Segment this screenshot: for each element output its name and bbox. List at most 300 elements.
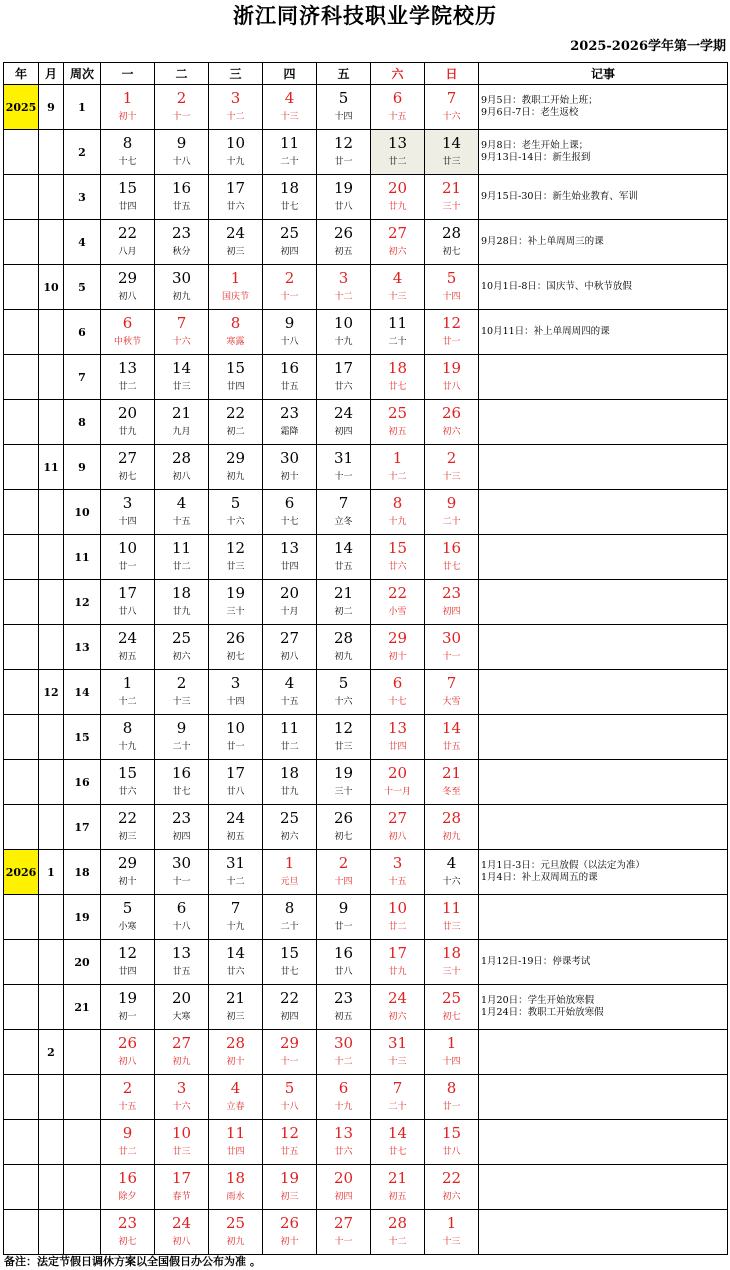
day-number: 12 xyxy=(333,134,354,152)
day-cell-tue xyxy=(155,355,209,400)
day-cell-sun xyxy=(425,535,479,580)
day-number: 12 xyxy=(279,1124,300,1142)
day-cell-mon xyxy=(101,670,155,715)
day-number: 8 xyxy=(122,719,133,737)
header-thu: 四 xyxy=(263,63,317,85)
day-number: 9 xyxy=(338,899,349,917)
lunar-date: 十二 xyxy=(388,472,407,482)
day-number: 20 xyxy=(117,404,138,422)
lunar-date: 廿七 xyxy=(388,382,407,392)
lunar-date: 十一 xyxy=(172,112,191,122)
lunar-date: 廿二 xyxy=(172,562,191,572)
notes-cell xyxy=(479,670,728,715)
lunar-date: 十三 xyxy=(172,697,191,707)
lunar-date: 初九 xyxy=(334,652,353,662)
lunar-date: 十九 xyxy=(334,337,353,347)
year-cell xyxy=(4,715,39,760)
lunar-date: 十一 xyxy=(172,877,191,887)
day-number: 18 xyxy=(171,584,192,602)
calendar-body xyxy=(4,85,728,1255)
day-cell-tue xyxy=(155,985,209,1030)
lunar-date: 初三 xyxy=(226,1012,245,1022)
lunar-date: 廿二 xyxy=(388,157,407,167)
day-number: 23 xyxy=(441,584,462,602)
week-number-cell: 3 xyxy=(64,175,101,220)
lunar-date: 十一 xyxy=(280,292,299,302)
month-cell xyxy=(39,535,64,580)
day-number: 20 xyxy=(387,764,408,782)
day-number: 28 xyxy=(441,224,462,242)
day-number: 14 xyxy=(387,1124,408,1142)
day-number: 4 xyxy=(284,89,295,107)
week-number-cell: 16 xyxy=(64,760,101,805)
day-cell-sat xyxy=(371,175,425,220)
day-cell-tue xyxy=(155,670,209,715)
day-cell-sat xyxy=(371,130,425,175)
day-number: 6 xyxy=(122,314,133,332)
lunar-date: 初六 xyxy=(442,427,461,437)
notes-cell xyxy=(479,355,728,400)
day-cell-thu xyxy=(263,535,317,580)
lunar-date: 十一月 xyxy=(383,787,411,797)
month-cell: 2 xyxy=(39,1030,64,1075)
day-cell-sun xyxy=(425,85,479,130)
day-cell-mon xyxy=(101,1165,155,1210)
lunar-date: 廿四 xyxy=(118,202,137,212)
day-cell-mon xyxy=(101,940,155,985)
year-cell: 2025 xyxy=(4,85,39,130)
day-cell-sat xyxy=(371,1210,425,1255)
year-cell xyxy=(4,625,39,670)
lunar-date: 冬至 xyxy=(442,787,461,797)
lunar-date: 十三 xyxy=(280,112,299,122)
lunar-date: 初五 xyxy=(388,1192,407,1202)
day-cell-sat xyxy=(371,490,425,535)
day-cell-fri xyxy=(317,670,371,715)
notes-cell xyxy=(479,490,728,535)
lunar-date: 十五 xyxy=(118,1102,137,1112)
day-cell-tue xyxy=(155,895,209,940)
day-cell-sun xyxy=(425,760,479,805)
header-sat: 六 xyxy=(371,63,425,85)
day-number: 22 xyxy=(387,584,408,602)
day-cell-mon xyxy=(101,535,155,580)
day-number: 10 xyxy=(171,1124,192,1142)
day-cell-wed xyxy=(209,265,263,310)
day-number: 15 xyxy=(117,179,138,197)
day-number: 4 xyxy=(230,1079,241,1097)
lunar-date: 十四 xyxy=(226,697,245,707)
week-number-cell xyxy=(64,1075,101,1120)
lunar-date: 十二 xyxy=(226,877,245,887)
year-cell xyxy=(4,130,39,175)
day-cell-fri xyxy=(317,1165,371,1210)
lunar-date: 十四 xyxy=(334,877,353,887)
day-number: 19 xyxy=(333,179,354,197)
day-number: 12 xyxy=(225,539,246,557)
lunar-date: 廿七 xyxy=(280,202,299,212)
lunar-date: 十一 xyxy=(442,652,461,662)
day-cell-thu xyxy=(263,445,317,490)
day-cell-sun xyxy=(425,1210,479,1255)
day-cell-tue xyxy=(155,85,209,130)
week-row xyxy=(4,355,728,400)
day-number: 20 xyxy=(279,584,300,602)
day-number: 6 xyxy=(338,1079,349,1097)
day-number: 20 xyxy=(387,179,408,197)
lunar-date: 廿七 xyxy=(442,562,461,572)
lunar-date: 廿一 xyxy=(118,562,137,572)
lunar-date: 十四 xyxy=(442,292,461,302)
day-number: 24 xyxy=(171,1214,192,1232)
lunar-date: 二十 xyxy=(388,337,407,347)
day-cell-fri xyxy=(317,535,371,580)
week-row xyxy=(4,85,728,130)
day-cell-mon xyxy=(101,130,155,175)
lunar-date: 初七 xyxy=(226,652,245,662)
day-number: 17 xyxy=(333,359,354,377)
day-cell-sat xyxy=(371,1030,425,1075)
lunar-date: 十六 xyxy=(172,1102,191,1112)
week-number-cell: 9 xyxy=(64,445,101,490)
lunar-date: 廿五 xyxy=(280,382,299,392)
month-cell: 10 xyxy=(39,265,64,310)
lunar-date: 寒露 xyxy=(226,337,245,347)
day-cell-thu xyxy=(263,985,317,1030)
day-number: 24 xyxy=(225,224,246,242)
day-number: 15 xyxy=(441,1124,462,1142)
day-cell-tue xyxy=(155,490,209,535)
lunar-date: 廿七 xyxy=(280,967,299,977)
day-number: 29 xyxy=(117,854,138,872)
day-number: 5 xyxy=(230,494,241,512)
day-number: 26 xyxy=(225,629,246,647)
day-number: 1 xyxy=(446,1214,457,1232)
day-number: 7 xyxy=(338,494,349,512)
day-number: 17 xyxy=(225,179,246,197)
day-number: 28 xyxy=(333,629,354,647)
lunar-date: 廿七 xyxy=(388,1147,407,1157)
lunar-date: 廿三 xyxy=(442,922,461,932)
day-number: 22 xyxy=(279,989,300,1007)
lunar-date: 廿六 xyxy=(334,382,353,392)
lunar-date: 初一 xyxy=(118,1012,137,1022)
week-number-cell: 15 xyxy=(64,715,101,760)
lunar-date: 初九 xyxy=(226,472,245,482)
week-row xyxy=(4,895,728,940)
lunar-date: 廿一 xyxy=(334,922,353,932)
day-cell-fri xyxy=(317,220,371,265)
lunar-date: 初八 xyxy=(280,652,299,662)
day-number: 2 xyxy=(176,89,187,107)
day-number: 3 xyxy=(176,1079,187,1097)
lunar-date: 初九 xyxy=(172,292,191,302)
lunar-date: 十六 xyxy=(226,517,245,527)
day-number: 5 xyxy=(446,269,457,287)
notes-cell xyxy=(479,175,728,220)
day-cell-fri xyxy=(317,1210,371,1255)
day-number: 14 xyxy=(171,359,192,377)
note-line: 9月28日：补上单周周三的课 xyxy=(481,236,604,247)
week-number-cell: 17 xyxy=(64,805,101,850)
day-cell-tue xyxy=(155,580,209,625)
day-number: 17 xyxy=(171,1169,192,1187)
day-cell-fri xyxy=(317,265,371,310)
header-mon: 一 xyxy=(101,63,155,85)
day-cell-thu xyxy=(263,715,317,760)
day-number: 10 xyxy=(387,899,408,917)
day-cell-mon xyxy=(101,355,155,400)
lunar-date: 廿一 xyxy=(226,742,245,752)
day-number: 2 xyxy=(284,269,295,287)
day-number: 4 xyxy=(284,674,295,692)
day-number: 29 xyxy=(225,449,246,467)
lunar-date: 霜降 xyxy=(280,427,299,437)
day-number: 24 xyxy=(333,404,354,422)
lunar-date: 廿二 xyxy=(388,922,407,932)
year-cell xyxy=(4,1165,39,1210)
month-cell xyxy=(39,805,64,850)
day-number: 17 xyxy=(225,764,246,782)
day-number: 14 xyxy=(225,944,246,962)
notes-cell xyxy=(479,895,728,940)
day-cell-tue xyxy=(155,805,209,850)
day-number: 19 xyxy=(279,1169,300,1187)
day-cell-wed xyxy=(209,355,263,400)
lunar-date: 立冬 xyxy=(334,517,353,527)
lunar-date: 除夕 xyxy=(118,1192,137,1202)
week-row xyxy=(4,985,728,1030)
header-row xyxy=(4,63,728,85)
month-cell: 9 xyxy=(39,85,64,130)
day-number: 23 xyxy=(117,1214,138,1232)
day-number: 1 xyxy=(230,269,241,287)
week-row xyxy=(4,625,728,670)
lunar-date: 廿五 xyxy=(334,562,353,572)
academic-calendar-table xyxy=(3,62,728,1255)
day-number: 16 xyxy=(117,1169,138,1187)
notes-cell xyxy=(479,220,728,265)
day-number: 27 xyxy=(117,449,138,467)
lunar-date: 廿八 xyxy=(442,1147,461,1157)
day-cell-wed xyxy=(209,670,263,715)
year-cell xyxy=(4,1210,39,1255)
notes-cell xyxy=(479,85,728,130)
day-cell-mon xyxy=(101,625,155,670)
lunar-date: 十五 xyxy=(172,517,191,527)
day-cell-sat xyxy=(371,220,425,265)
lunar-date: 初三 xyxy=(280,1192,299,1202)
week-number-cell: 14 xyxy=(64,670,101,715)
notes-cell xyxy=(479,715,728,760)
month-cell xyxy=(39,1075,64,1120)
day-cell-thu xyxy=(263,85,317,130)
lunar-date: 十三 xyxy=(442,472,461,482)
day-number: 13 xyxy=(387,719,408,737)
note-line: 1月20日：学生开始放寒假 xyxy=(481,995,595,1006)
day-number: 29 xyxy=(279,1034,300,1052)
day-cell-sun xyxy=(425,400,479,445)
day-number: 10 xyxy=(225,134,246,152)
notes-cell xyxy=(479,625,728,670)
day-cell-sat xyxy=(371,355,425,400)
lunar-date: 廿八 xyxy=(118,607,137,617)
day-cell-tue xyxy=(155,175,209,220)
day-number: 19 xyxy=(117,989,138,1007)
day-number: 13 xyxy=(279,539,300,557)
lunar-date: 初五 xyxy=(118,652,137,662)
day-cell-thu xyxy=(263,1210,317,1255)
lunar-date: 初七 xyxy=(118,472,137,482)
day-number: 8 xyxy=(284,899,295,917)
day-number: 13 xyxy=(171,944,192,962)
day-cell-sat xyxy=(371,850,425,895)
day-number: 13 xyxy=(387,134,408,152)
day-cell-tue xyxy=(155,1075,209,1120)
day-cell-fri xyxy=(317,1120,371,1165)
day-number: 18 xyxy=(441,944,462,962)
day-cell-fri xyxy=(317,895,371,940)
lunar-date: 廿三 xyxy=(442,157,461,167)
notes-cell xyxy=(479,1075,728,1120)
week-row xyxy=(4,175,728,220)
day-number: 2 xyxy=(176,674,187,692)
day-cell-fri xyxy=(317,760,371,805)
lunar-date: 十七 xyxy=(280,517,299,527)
day-number: 26 xyxy=(279,1214,300,1232)
day-cell-wed xyxy=(209,625,263,670)
notes-cell xyxy=(479,1030,728,1075)
lunar-date: 十四 xyxy=(334,112,353,122)
lunar-date: 初四 xyxy=(280,1012,299,1022)
lunar-date: 十四 xyxy=(442,1057,461,1067)
day-cell-tue xyxy=(155,445,209,490)
week-number-cell: 6 xyxy=(64,310,101,355)
lunar-date: 十七 xyxy=(388,697,407,707)
day-cell-thu xyxy=(263,760,317,805)
week-row xyxy=(4,220,728,265)
day-cell-sun xyxy=(425,625,479,670)
lunar-date: 廿五 xyxy=(172,967,191,977)
year-cell xyxy=(4,670,39,715)
day-cell-fri xyxy=(317,805,371,850)
day-number: 9 xyxy=(176,719,187,737)
day-number: 30 xyxy=(279,449,300,467)
day-cell-sun xyxy=(425,220,479,265)
note-line: 9月13日-14日：新生报到 xyxy=(481,152,591,163)
day-number: 27 xyxy=(279,629,300,647)
day-number: 19 xyxy=(225,584,246,602)
notes-cell xyxy=(479,1165,728,1210)
year-cell: 2026 xyxy=(4,850,39,895)
day-cell-thu xyxy=(263,355,317,400)
note-line: 9月5日：教职工开始上班； xyxy=(481,95,598,106)
month-cell xyxy=(39,580,64,625)
day-number: 12 xyxy=(117,944,138,962)
day-cell-fri xyxy=(317,445,371,490)
week-row xyxy=(4,760,728,805)
lunar-date: 廿三 xyxy=(334,742,353,752)
day-number: 4 xyxy=(392,269,403,287)
lunar-date: 初九 xyxy=(172,1057,191,1067)
lunar-date: 廿八 xyxy=(226,787,245,797)
day-cell-sun xyxy=(425,895,479,940)
day-cell-wed xyxy=(209,580,263,625)
day-number: 17 xyxy=(387,944,408,962)
notes-cell xyxy=(479,760,728,805)
day-cell-wed xyxy=(209,940,263,985)
day-cell-mon xyxy=(101,265,155,310)
day-number: 23 xyxy=(279,404,300,422)
year-cell xyxy=(4,490,39,535)
lunar-date: 初十 xyxy=(118,877,137,887)
lunar-date: 廿三 xyxy=(172,1147,191,1157)
week-number-cell: 10 xyxy=(64,490,101,535)
lunar-date: 廿四 xyxy=(388,742,407,752)
notes-cell xyxy=(479,985,728,1030)
lunar-date: 初十 xyxy=(226,1057,245,1067)
day-cell-wed xyxy=(209,760,263,805)
day-number: 27 xyxy=(171,1034,192,1052)
year-cell xyxy=(4,445,39,490)
day-number: 27 xyxy=(387,809,408,827)
lunar-date: 廿三 xyxy=(226,562,245,572)
day-number: 2 xyxy=(338,854,349,872)
week-number-cell xyxy=(64,1165,101,1210)
day-number: 11 xyxy=(441,899,462,917)
day-cell-wed xyxy=(209,1120,263,1165)
week-row xyxy=(4,805,728,850)
day-number: 3 xyxy=(338,269,349,287)
lunar-date: 初十 xyxy=(118,112,137,122)
lunar-date: 十五 xyxy=(388,112,407,122)
day-number: 16 xyxy=(441,539,462,557)
lunar-date: 十二 xyxy=(334,292,353,302)
lunar-date: 初二 xyxy=(334,607,353,617)
lunar-date: 十八 xyxy=(172,157,191,167)
week-row xyxy=(4,580,728,625)
week-number-cell: 21 xyxy=(64,985,101,1030)
day-number: 18 xyxy=(279,764,300,782)
lunar-date: 廿九 xyxy=(388,967,407,977)
day-cell-mon xyxy=(101,220,155,265)
header-notes: 记事 xyxy=(479,63,728,85)
day-cell-wed xyxy=(209,445,263,490)
lunar-date: 廿九 xyxy=(388,202,407,212)
month-cell xyxy=(39,220,64,265)
lunar-date: 初八 xyxy=(172,472,191,482)
day-cell-tue xyxy=(155,1120,209,1165)
lunar-date: 初七 xyxy=(442,247,461,257)
lunar-date: 廿五 xyxy=(172,202,191,212)
day-cell-sun xyxy=(425,1120,479,1165)
day-number: 25 xyxy=(225,1214,246,1232)
day-cell-tue xyxy=(155,625,209,670)
lunar-date: 中秋节 xyxy=(113,337,141,347)
note-line: 9月8日：老生开始上课； xyxy=(481,140,589,151)
footer-note: 备注：法定节假日调休方案以全国假日办公布为准 。 xyxy=(4,1255,261,1268)
notes-cell xyxy=(479,265,728,310)
lunar-date: 廿六 xyxy=(118,787,137,797)
day-cell-mon xyxy=(101,85,155,130)
day-number: 15 xyxy=(387,539,408,557)
day-cell-sun xyxy=(425,850,479,895)
day-number: 8 xyxy=(230,314,241,332)
lunar-date: 大寒 xyxy=(172,1012,191,1022)
day-number: 20 xyxy=(171,989,192,1007)
day-cell-thu xyxy=(263,895,317,940)
day-cell-wed xyxy=(209,310,263,355)
